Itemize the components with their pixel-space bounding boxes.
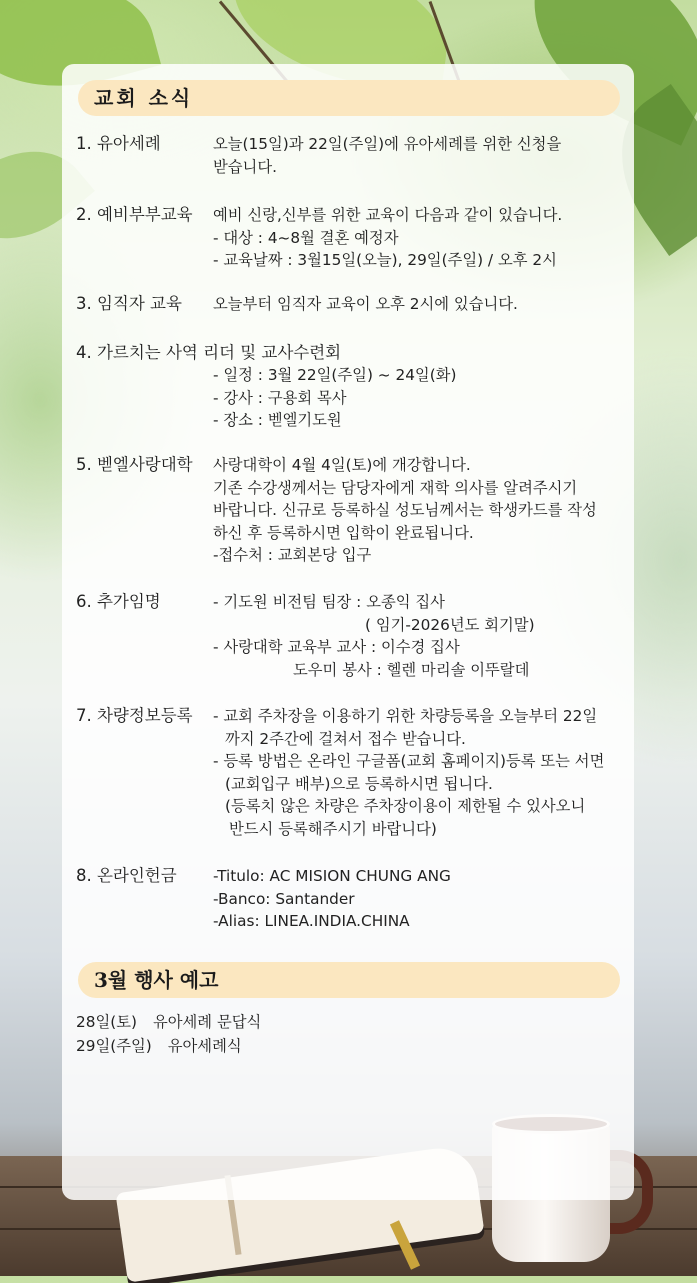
text-line: 바랍니다. 신규로 등록하실 성도님께서는 학생카드를 작성: [213, 501, 597, 519]
text-line: - 강사 : 구용회 목사: [213, 388, 347, 407]
text-line: -Banco: Santander: [213, 889, 355, 908]
news-item-title: 2. 예비부부교육: [76, 205, 193, 224]
news-item-title: 7. 차량정보등록: [76, 706, 193, 725]
text-line: 사랑대학이 4월 4일(토)에 개강합니다.: [213, 456, 471, 474]
text-line: 반드시 등록해주시기 바랍니다): [229, 819, 437, 838]
text-line: -Titulo: AC MISION CHUNG ANG: [213, 867, 451, 885]
news-item-body: [213, 865, 628, 933]
events-list: [76, 1010, 261, 1058]
news-item-body: [213, 705, 628, 840]
bulletin-card: [62, 64, 634, 1200]
news-item-title: 4. 가르치는 사역 리더 및 교사수련회: [76, 343, 342, 362]
event-row: [76, 1010, 261, 1034]
text-line: -접수처 : 교회본당 입구: [213, 546, 372, 564]
event-date: 28일(토): [76, 1013, 137, 1031]
text-line: (교회입구 배부)으로 등록하시면 됩니다.: [225, 774, 493, 793]
text-line: 까지 2주간에 걸쳐서 접수 받습니다.: [225, 729, 466, 748]
text-line: - 등록 방법은 온라인 구글폼(교회 홈페이지)등록 또는 서면: [213, 752, 605, 770]
text-line: 하신 후 등록하시면 입학이 완료됩니다.: [213, 523, 474, 542]
text-line: - 대상 : 4~8월 결혼 예정자: [213, 228, 399, 247]
text-line: -Alias: LINEA.INDIA.CHINA: [213, 912, 410, 930]
text-line: - 기도원 비전팀 팀장 : 오종익 집사: [213, 593, 445, 611]
event-date: 29일(주일): [76, 1037, 152, 1055]
text-line: - 일정 : 3월 22일(주일) ~ 24일(화): [213, 366, 457, 384]
event-row: [76, 1034, 261, 1058]
news-item-body: [213, 293, 628, 316]
event-name: 유아세례식: [167, 1037, 242, 1055]
text-line: - 장소 : 벧엘기도원: [213, 411, 342, 429]
text-line: (등록치 않은 차량은 주차장이용이 제한될 수 있사오니: [225, 797, 586, 815]
text-line: - 교육날짜 : 3월15일(오늘), 29일(주일) / 오후 2시: [213, 251, 557, 269]
church-news-header: 교회 소식: [78, 80, 620, 116]
text-line: ( 임기-2026년도 회기말): [365, 615, 535, 634]
news-item-title: 3. 임직자 교육: [76, 294, 182, 313]
text-line: 도우미 봉사 : 헬렌 마리솔 이뚜랄데: [293, 660, 530, 679]
text-line: 예비 신랑,신부를 위한 교육이 다음과 같이 있습니다.: [213, 206, 563, 224]
news-item-title: 5. 벧엘사랑대학: [76, 455, 193, 474]
text-line: 기존 수강생께서는 담당자에게 재학 의사를 알려주시기: [213, 478, 578, 497]
news-item-body: [213, 591, 628, 681]
march-events-header: 3월 행사 예고: [78, 962, 620, 998]
text-line: 받습니다.: [213, 157, 277, 176]
text-line: - 교회 주차장을 이용하기 위한 차량등록을 오늘부터 22일: [213, 707, 598, 725]
text-line: - 사랑대학 교육부 교사 : 이수경 집사: [213, 638, 460, 656]
news-item-body: [213, 364, 628, 432]
text-line: 오늘부터 임직자 교육이 오후 2시에 있습니다.: [213, 295, 518, 313]
news-item-body: [213, 204, 628, 272]
news-item-title: 8. 온라인헌금: [76, 866, 177, 885]
text-line: 오늘(15일)과 22일(주일)에 유아세례를 위한 신청을: [213, 135, 562, 153]
news-item-title: 6. 추가임명: [76, 592, 161, 611]
news-item-body: [213, 454, 628, 567]
event-name: 유아세례 문답식: [152, 1013, 262, 1031]
news-item-title: 1. 유아세례: [76, 134, 161, 153]
news-item-body: [213, 133, 628, 178]
